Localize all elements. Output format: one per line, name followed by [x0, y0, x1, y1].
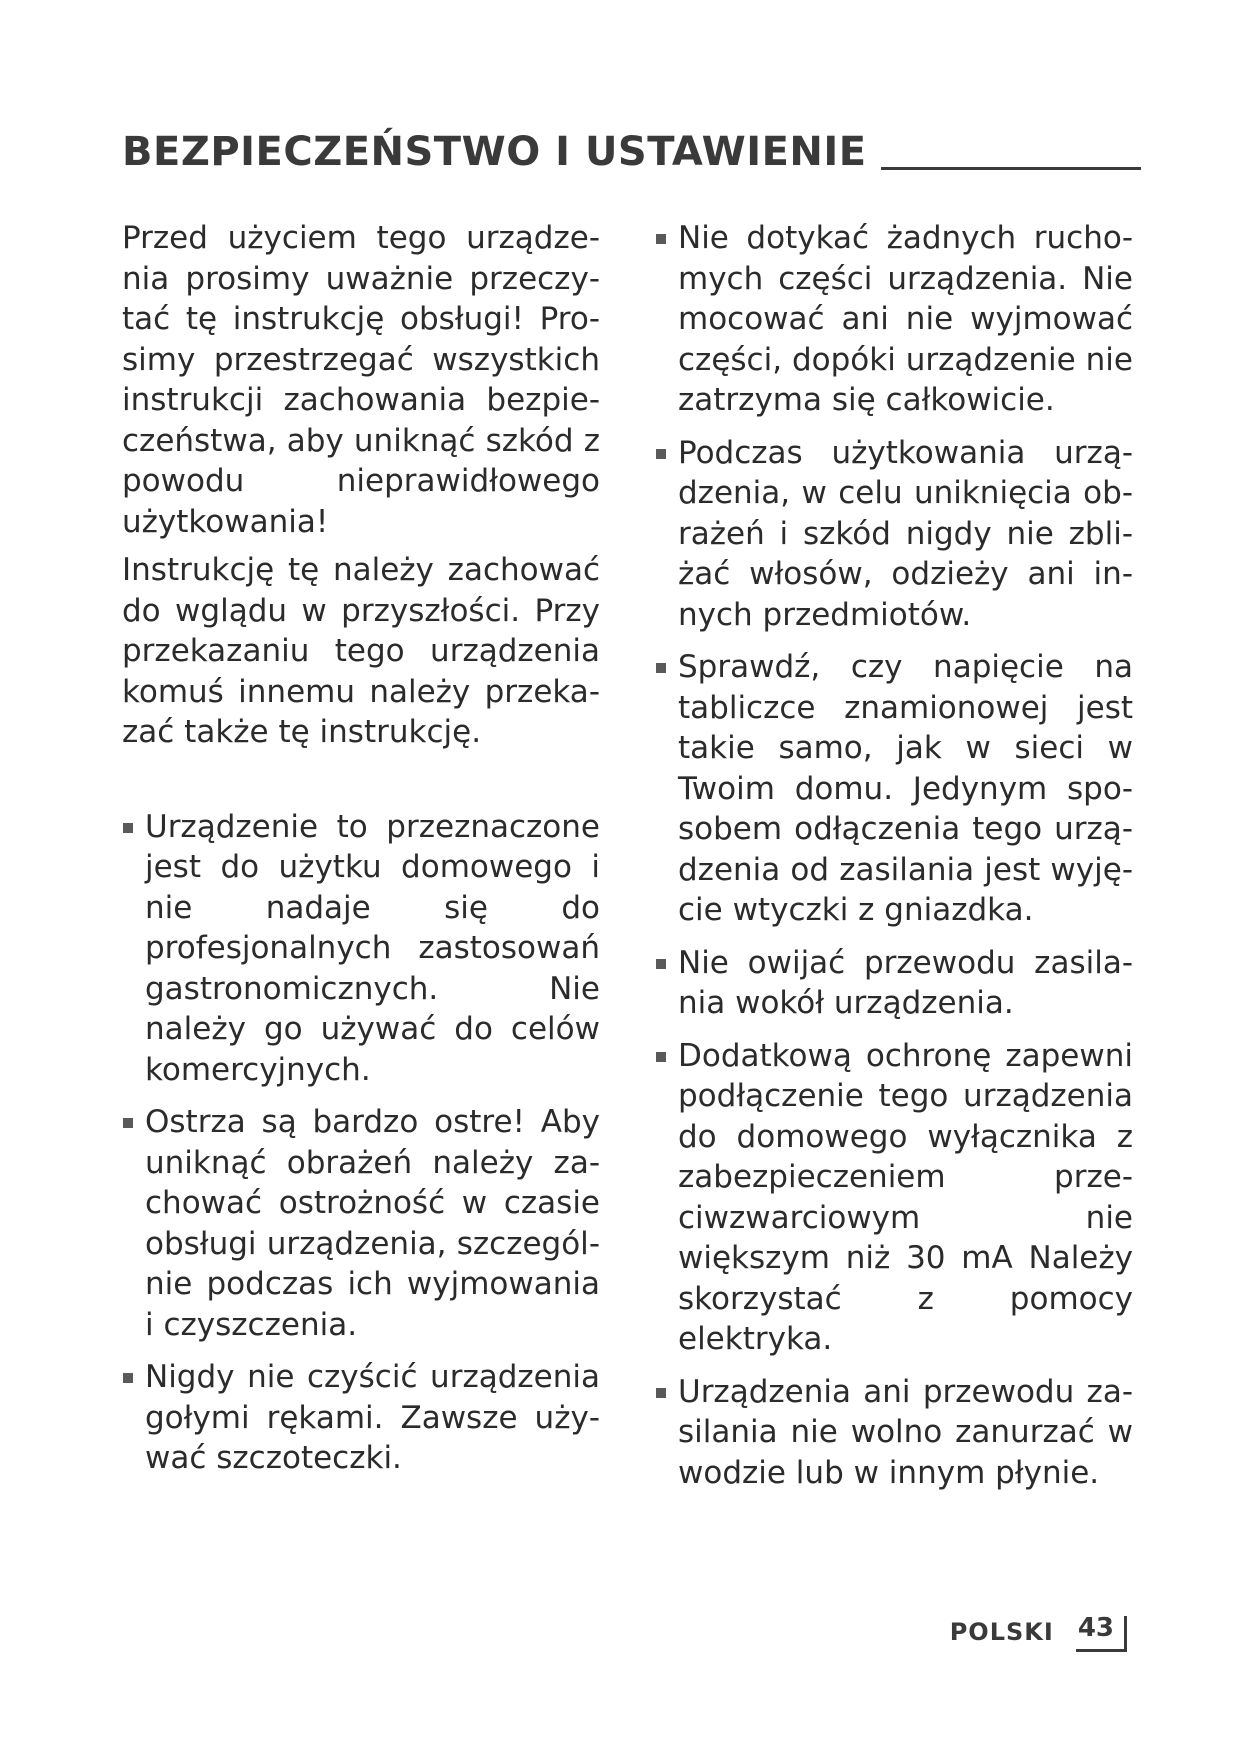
- safety-bullet: [122, 1102, 600, 1345]
- page-number: 43: [1076, 1616, 1127, 1652]
- square-bullet-icon: [123, 1118, 133, 1128]
- square-bullet-icon: [656, 234, 666, 244]
- square-bullet-icon: [656, 663, 666, 673]
- safety-bullet-text: Nie owijać przewodu zasilania wokół urządzenia.: [678, 944, 1133, 1021]
- footer-language-label: POLSKI: [949, 1618, 1054, 1646]
- safety-bullet-text: Sprawdź, czy napięcie na tabliczce znamionowej jest takie samo, jak w sieci w Twoim domu. Jedynym sposobem odłączenia tego urządzenia od zasilania jest wyjęcie wtyczki z gniazdka.: [678, 649, 1133, 928]
- safety-bullet-text: Ostrza są bardzo ostre! Aby uniknąć obrażeń należy zachować ostrożność w czasie obsługi urządzenia, szczególnie podczas ich wyjmowania i czyszczenia.: [145, 1104, 600, 1343]
- safety-bullet: [655, 647, 1133, 931]
- page-header: [122, 112, 1122, 175]
- spacer: [122, 761, 600, 807]
- intro-paragraph: Przed użyciem tego urządzenia prosimy uważnie przeczytać tę instrukcję obsługi! Prosimy przestrzegać wszystkich instrukcji zachowania bezpieczeństwa, aby uniknąć szkód z powodu nieprawidłowego użytkowania!: [122, 220, 600, 540]
- safety-bullet-text: Urządzenia ani przewodu zasilania nie wolno zanurzać w wodzie lub w innym płynie.: [678, 1373, 1133, 1491]
- safety-bullet-text: Nie dotykać żadnych ruchomych części urządzenia. Nie mocować ani nie wyjmować części, dopóki urządzenie nie zatrzyma się całkowicie.: [678, 220, 1133, 418]
- safety-bullet: [122, 1357, 600, 1479]
- square-bullet-icon: [123, 823, 133, 833]
- page-footer: [949, 1613, 1127, 1652]
- safety-bullet-text: Dodatkową ochronę zapewni podłączenie tego urządzenia do domowego wyłącznika z zabezpieczeniem przeciwzwarciowym nie większym niż 30 mA Należy skorzystać z pomocy elektryka.: [678, 1037, 1133, 1357]
- safety-bullet: [655, 218, 1133, 421]
- safety-bullet: [122, 807, 600, 1091]
- safety-bullet: [655, 1372, 1133, 1494]
- square-bullet-icon: [123, 1373, 133, 1383]
- square-bullet-icon: [656, 1052, 666, 1062]
- intro-paragraph: Instrukcję tę należy zachować do wglądu w przyszłości. Przy przekazaniu tego urządzenia komuś innemu należy przekazać także tę instrukcję.: [122, 552, 600, 750]
- left-column: [122, 218, 600, 1491]
- safety-bullet-text: Podczas użytkowania urządzenia, w celu uniknięcia obrażeń i szkód nigdy nie zbliżać włosów, odzieży ani innych przedmiotów.: [678, 434, 1133, 633]
- page-title: BEZPIECZEŃSTWO I USTAWIENIE: [122, 129, 867, 175]
- safety-bullet: [655, 943, 1133, 1024]
- square-bullet-icon: [656, 959, 666, 969]
- title-underline-rule: [881, 167, 1141, 170]
- safety-bullet-text: Nigdy nie czyścić urządzenia gołymi rękami. Zawsze używać szczoteczki.: [145, 1359, 600, 1476]
- square-bullet-icon: [656, 1388, 666, 1398]
- square-bullet-icon: [656, 449, 666, 459]
- right-column: [655, 218, 1133, 1505]
- safety-bullet: [655, 1036, 1133, 1360]
- safety-bullet: [655, 433, 1133, 636]
- safety-bullet-text: Urządzenie to przeznaczone jest do użytku domowego i nie nadaje się do profesjonalnych zastosowań gastronomicznych. Nie należy go używać do celów komercyjnych.: [145, 808, 600, 1088]
